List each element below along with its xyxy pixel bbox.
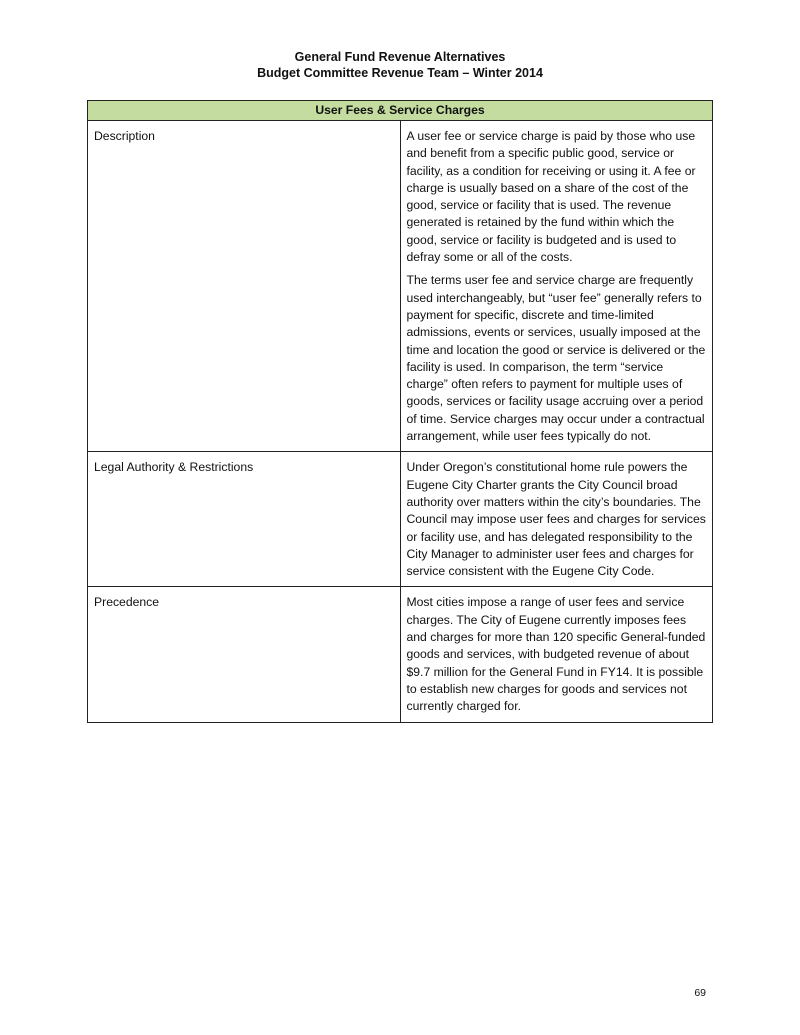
row-content-precedence	[400, 587, 713, 722]
precedence-paragraph: Most cities impose a range of user fees and service charges. The City of Eugene currently imposes fees and charges for more than 120 specific General-funded goods and services, with budgeted revenue of about $9.7 million for the General Fund in FY14. It is possible to establish new charges for goods and services not currently charged for.	[406, 595, 706, 714]
table-row	[88, 121, 713, 452]
revenue-table	[87, 100, 713, 723]
table-heading: User Fees & Service Charges	[88, 101, 713, 121]
row-label-legal-authority: Legal Authority & Restrictions	[88, 452, 401, 587]
document-title: General Fund Revenue Alternatives	[294, 50, 506, 64]
page-number: 69	[694, 987, 706, 999]
page-header	[0, 49, 800, 81]
description-paragraph: The terms user fee and service charge are frequently used interchangeably, but “user fee” generally refers to payment for specific, discrete and time-limited admissions, events or services, usually imposed at the time and location the good or service is delivered or the facility is used. In comparison, the term “service charge” often refers to payment for multiple uses of goods, services or facility usage accruing over a period of time. Service charges may occur under a contractual arrangement, while user fees typically do not.	[406, 273, 706, 444]
legal-authority-paragraph: Under Oregon’s constitutional home rule powers the Eugene City Charter grants the City Council broad authority over matters within the city’s boundaries. The Council may impose user fees and charges for services or facility use, and has delegated responsibility to the City Manager to administer user fees and charges for service consistent with the Eugene City Code.	[406, 460, 706, 579]
table-row	[88, 587, 713, 722]
row-content-description	[400, 121, 713, 452]
table-row	[88, 452, 713, 587]
description-paragraph: A user fee or service charge is paid by those who use and benefit from a specific public good, service or facility, as a condition for receiving or using it. A fee or charge is usually based on a share of the cost of the good, service or facility that is used. The revenue generated is retained by the fund within which the good, service or facility is budgeted and is used to defray some or all of the costs.	[406, 129, 696, 265]
document-subtitle: Budget Committee Revenue Team – Winter 2014	[257, 66, 543, 80]
table-heading-row	[88, 101, 713, 121]
row-content-legal-authority	[400, 452, 713, 587]
row-label-description: Description	[88, 121, 401, 452]
row-label-precedence: Precedence	[88, 587, 401, 722]
